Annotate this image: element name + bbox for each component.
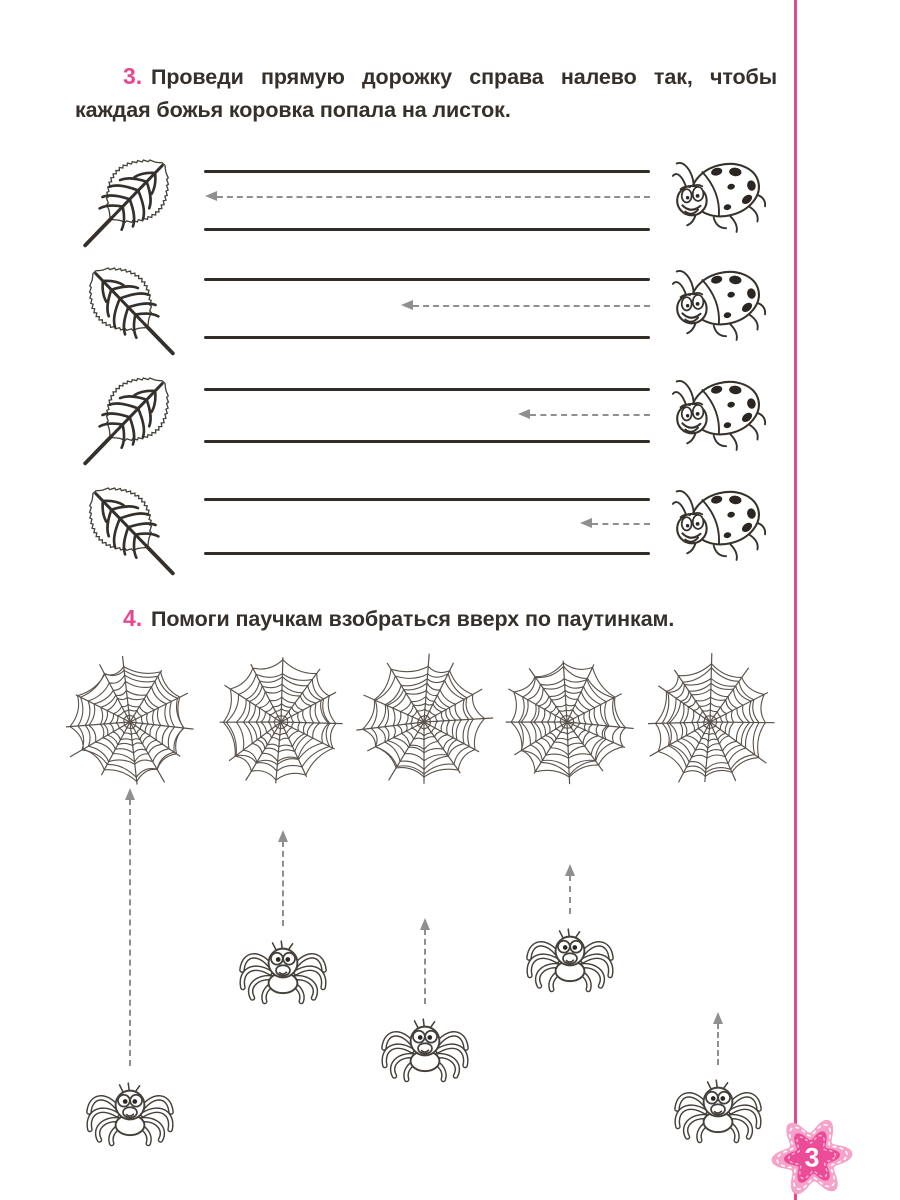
arrowhead-left-icon xyxy=(205,191,217,201)
track-line-top xyxy=(204,388,650,391)
dashed-arrow-up xyxy=(717,1023,719,1065)
track-line-top xyxy=(204,278,650,281)
ladybug-icon xyxy=(671,150,766,236)
track-line-top xyxy=(204,170,650,173)
exercise3-number: 3. xyxy=(123,63,142,89)
spider-icon xyxy=(377,1006,473,1083)
track-line-bottom xyxy=(204,440,650,443)
arrowhead-left-icon xyxy=(401,300,413,310)
dashed-arrow-up xyxy=(282,841,284,926)
leaf-icon xyxy=(68,472,190,584)
dashed-arrow-up xyxy=(569,875,571,914)
dashed-arrow-left xyxy=(217,196,650,198)
exercise4-number: 4. xyxy=(123,605,142,631)
exercise4-text: Помоги паучкам взобраться вверх по паутинкам. xyxy=(150,607,675,631)
dashed-arrow-left xyxy=(592,523,650,525)
spider-icon xyxy=(522,916,618,993)
exercise4-instruction xyxy=(75,602,777,636)
arrowhead-left-icon xyxy=(518,409,530,419)
spider-web-icon xyxy=(640,652,780,792)
page-number-flower xyxy=(769,1114,855,1200)
leaf-icon xyxy=(68,362,190,474)
dashed-arrow-left xyxy=(413,305,650,307)
page-number: 3 xyxy=(804,1142,820,1173)
track-line-top xyxy=(204,498,650,501)
dashed-arrow-up xyxy=(129,799,131,1066)
dashed-arrow-left xyxy=(530,414,650,416)
ladybug-icon xyxy=(671,258,766,344)
spider-web-icon xyxy=(60,652,200,792)
ladybug-icon xyxy=(671,478,766,564)
dashed-arrow-up xyxy=(424,929,426,1004)
page-margin-rule xyxy=(794,0,797,1200)
ladybug-icon xyxy=(671,368,766,454)
track-line-bottom xyxy=(204,228,650,231)
spider-web-icon xyxy=(497,652,637,792)
leaf-icon xyxy=(68,144,190,256)
exercise3-instruction xyxy=(75,60,777,127)
spider-icon xyxy=(670,1067,766,1144)
arrowhead-left-icon xyxy=(580,518,592,528)
track-line-bottom xyxy=(204,552,650,555)
spider-web-icon xyxy=(354,652,494,792)
spider-icon xyxy=(235,928,331,1005)
spider-icon xyxy=(82,1070,178,1147)
track-line-bottom xyxy=(204,336,650,339)
exercise3-text: Проведи прямую дорожку справа налево так, чтобы каждая божья коровка попала на листок. xyxy=(75,65,777,122)
spider-web-icon xyxy=(211,652,351,792)
leaf-icon xyxy=(68,252,190,364)
